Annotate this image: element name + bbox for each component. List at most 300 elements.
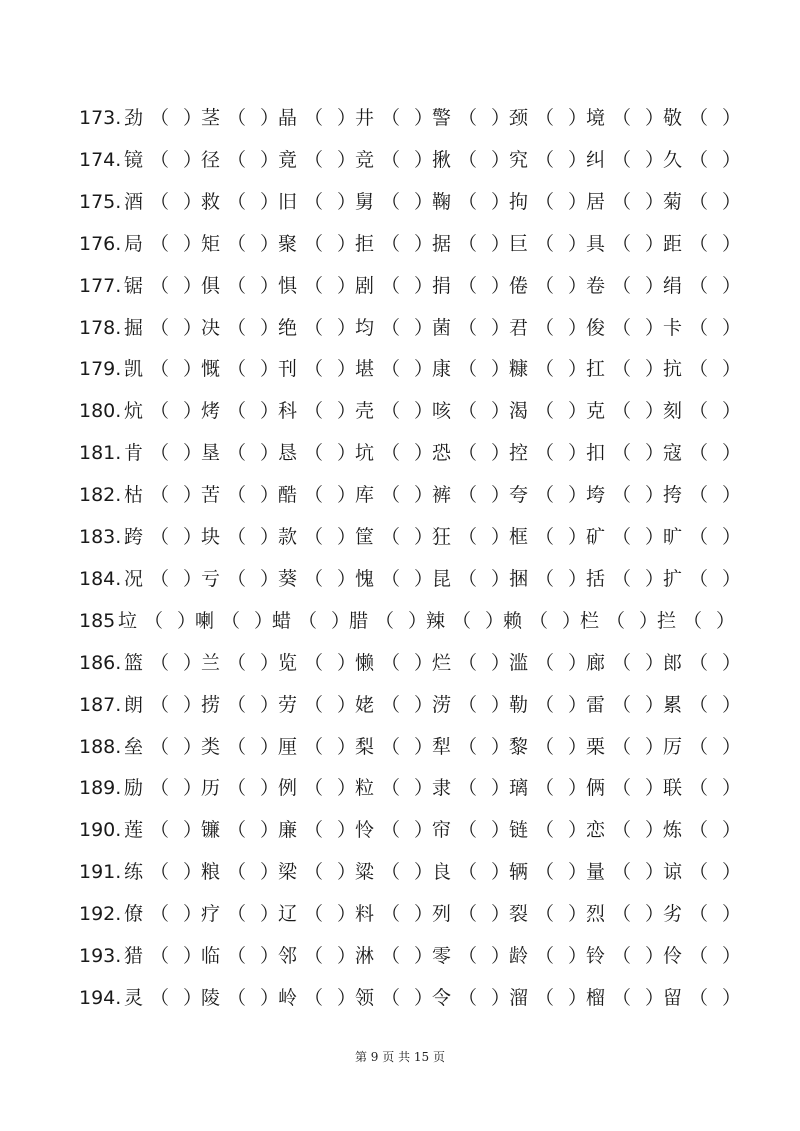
- paren-close: ）: [645, 274, 665, 297]
- paren-open: （: [612, 484, 632, 507]
- character: 鞠: [432, 190, 452, 213]
- character: 久: [663, 148, 683, 171]
- character: 巨: [509, 232, 529, 255]
- paren-open: （: [535, 567, 555, 590]
- paren-close: ）: [645, 735, 665, 758]
- paren-open: （: [535, 148, 555, 171]
- paren-close: ）: [260, 148, 280, 171]
- paren-close: ）: [414, 358, 434, 381]
- paren-open: （: [458, 526, 478, 548]
- paren-open: （: [689, 567, 709, 590]
- character: 烤: [201, 400, 221, 423]
- paren-close: ）: [645, 693, 665, 716]
- paren-close: ）: [491, 107, 511, 129]
- character: 烈: [586, 903, 606, 926]
- character: 狂: [432, 526, 452, 548]
- paren-close: ）: [568, 861, 588, 884]
- paren-open: （: [612, 735, 632, 758]
- paren-open: （: [612, 400, 632, 423]
- item-number: 192.: [79, 903, 122, 926]
- paren-close: ）: [722, 316, 742, 339]
- character: 亏: [201, 567, 221, 590]
- paren-close: ）: [337, 693, 357, 716]
- paren-close: ）: [337, 148, 357, 171]
- paren-close: ）: [722, 777, 742, 800]
- character: 况: [124, 567, 144, 590]
- paren-close: ）: [260, 986, 280, 1009]
- paren-open: （: [381, 693, 401, 716]
- character: 纠: [586, 148, 606, 171]
- paren-open: （: [227, 986, 247, 1009]
- exercise-row: [0, 980, 800, 1016]
- paren-open: （: [381, 819, 401, 842]
- paren-close: ）: [568, 819, 588, 842]
- character: 渴: [509, 400, 529, 423]
- character: 居: [586, 190, 606, 213]
- character: 旷: [663, 526, 683, 548]
- paren-close: ）: [260, 316, 280, 339]
- paren-close: ）: [183, 945, 203, 967]
- paren-open: （: [535, 358, 555, 381]
- exercise-row: [0, 310, 800, 346]
- paren-close: ）: [645, 442, 665, 465]
- paren-open: （: [689, 274, 709, 297]
- paren-open: （: [150, 735, 170, 758]
- paren-close: ）: [568, 735, 588, 758]
- character: 菌: [432, 316, 452, 339]
- paren-open: （: [689, 735, 709, 758]
- character: 刻: [663, 400, 683, 423]
- character: 卡: [663, 316, 683, 339]
- exercise-row: [0, 729, 800, 765]
- paren-open: （: [150, 945, 170, 967]
- character: 联: [663, 777, 683, 800]
- paren-close: ）: [722, 735, 742, 758]
- paren-close: ）: [722, 107, 742, 129]
- character: 廊: [586, 651, 606, 674]
- character: 雷: [586, 693, 606, 716]
- character: 栗: [586, 735, 606, 758]
- paren-open: （: [612, 190, 632, 213]
- paren-open: （: [612, 316, 632, 339]
- paren-close: ）: [260, 526, 280, 548]
- paren-close: ）: [645, 819, 665, 842]
- character: 裤: [432, 484, 452, 507]
- character: 敬: [663, 107, 683, 129]
- paren-open: （: [381, 777, 401, 800]
- paren-open: （: [612, 903, 632, 926]
- paren-open: （: [458, 567, 478, 590]
- paren-open: （: [612, 232, 632, 255]
- paren-close: ）: [645, 986, 665, 1009]
- paren-open: （: [227, 358, 247, 381]
- paren-close: ）: [716, 609, 736, 632]
- paren-close: ）: [260, 819, 280, 842]
- paren-open: （: [150, 903, 170, 926]
- paren-open: （: [227, 819, 247, 842]
- exercise-row: [0, 268, 800, 304]
- item-number: 193.: [79, 945, 122, 967]
- character: 警: [432, 107, 452, 129]
- paren-open: （: [150, 526, 170, 548]
- exercise-row: [0, 184, 800, 220]
- paren-open: （: [221, 609, 241, 632]
- paren-open: （: [150, 107, 170, 129]
- paren-open: （: [304, 651, 324, 674]
- paren-close: ）: [260, 190, 280, 213]
- character: 令: [432, 986, 452, 1009]
- paren-open: （: [689, 986, 709, 1009]
- character: 君: [509, 316, 529, 339]
- character: 篮: [124, 651, 144, 674]
- paren-close: ）: [414, 400, 434, 423]
- character: 拦: [657, 609, 677, 632]
- character: 类: [201, 735, 221, 758]
- paren-open: （: [612, 358, 632, 381]
- paren-open: （: [612, 567, 632, 590]
- paren-close: ）: [645, 148, 665, 171]
- item-number: 191.: [79, 861, 122, 884]
- paren-close: ）: [183, 358, 203, 381]
- character: 劣: [663, 903, 683, 926]
- character: 累: [663, 693, 683, 716]
- character: 陵: [201, 986, 221, 1009]
- paren-close: ）: [491, 190, 511, 213]
- paren-close: ）: [491, 945, 511, 967]
- paren-close: ）: [260, 107, 280, 129]
- paren-close: ）: [260, 274, 280, 297]
- paren-open: （: [150, 484, 170, 507]
- character: 控: [509, 442, 529, 465]
- paren-close: ）: [491, 651, 511, 674]
- item-number: 190.: [79, 819, 122, 842]
- paren-close: ）: [337, 777, 357, 800]
- paren-close: ）: [568, 777, 588, 800]
- footer-suffix: 页: [433, 1050, 446, 1064]
- paren-open: （: [535, 819, 555, 842]
- paren-close: ）: [414, 526, 434, 548]
- paren-close: ）: [183, 777, 203, 800]
- paren-close: ）: [337, 986, 357, 1009]
- character: 款: [278, 526, 298, 548]
- character: 卷: [586, 274, 606, 297]
- paren-open: （: [458, 400, 478, 423]
- character: 库: [355, 484, 375, 507]
- character: 恳: [278, 442, 298, 465]
- paren-open: （: [689, 190, 709, 213]
- paren-close: ）: [408, 609, 428, 632]
- paren-close: ）: [183, 567, 203, 590]
- paren-close: ）: [183, 400, 203, 423]
- paren-close: ）: [568, 107, 588, 129]
- character: 留: [663, 986, 683, 1009]
- paren-open: （: [227, 107, 247, 129]
- paren-close: ）: [254, 609, 274, 632]
- paren-close: ）: [568, 232, 588, 255]
- paren-close: ）: [568, 484, 588, 507]
- paren-close: ）: [722, 358, 742, 381]
- character: 具: [586, 232, 606, 255]
- character: 厉: [663, 735, 683, 758]
- character: 康: [432, 358, 452, 381]
- paren-close: ）: [260, 651, 280, 674]
- paren-open: （: [535, 442, 555, 465]
- character: 寇: [663, 442, 683, 465]
- paren-close: ）: [183, 651, 203, 674]
- paren-close: ）: [414, 484, 434, 507]
- paren-close: ）: [183, 442, 203, 465]
- paren-open: （: [458, 777, 478, 800]
- character: 黎: [509, 735, 529, 758]
- paren-open: （: [381, 945, 401, 967]
- paren-close: ）: [645, 777, 665, 800]
- paren-close: ）: [337, 358, 357, 381]
- character: 辣: [426, 609, 446, 632]
- paren-close: ）: [645, 107, 665, 129]
- paren-close: ）: [260, 442, 280, 465]
- paren-close: ）: [645, 651, 665, 674]
- paren-close: ）: [414, 232, 434, 255]
- paren-open: （: [535, 232, 555, 255]
- paren-open: （: [529, 609, 549, 632]
- paren-open: （: [227, 651, 247, 674]
- paren-close: ）: [414, 274, 434, 297]
- character: 姥: [355, 693, 375, 716]
- paren-open: （: [535, 274, 555, 297]
- character: 绝: [278, 316, 298, 339]
- paren-open: （: [535, 861, 555, 884]
- footer-prefix: 第: [354, 1050, 367, 1064]
- paren-open: （: [458, 442, 478, 465]
- paren-open: （: [689, 484, 709, 507]
- exercise-row: [0, 142, 800, 178]
- paren-open: （: [304, 232, 324, 255]
- paren-close: ）: [260, 735, 280, 758]
- item-number: 181.: [79, 442, 122, 465]
- paren-close: ）: [568, 526, 588, 548]
- character: 科: [278, 400, 298, 423]
- exercise-row: [0, 435, 800, 471]
- paren-open: （: [150, 316, 170, 339]
- character: 境: [586, 107, 606, 129]
- paren-close: ）: [337, 945, 357, 967]
- paren-open: （: [612, 442, 632, 465]
- paren-close: ）: [414, 986, 434, 1009]
- paren-close: ）: [568, 274, 588, 297]
- paren-close: ）: [491, 777, 511, 800]
- paren-open: （: [381, 107, 401, 129]
- paren-open: （: [612, 651, 632, 674]
- paren-close: ）: [485, 609, 505, 632]
- paren-close: ）: [260, 861, 280, 884]
- paren-close: ）: [491, 484, 511, 507]
- paren-open: （: [535, 903, 555, 926]
- paren-close: ）: [183, 693, 203, 716]
- character: 怜: [355, 819, 375, 842]
- character: 矿: [586, 526, 606, 548]
- paren-open: （: [535, 735, 555, 758]
- paren-close: ）: [722, 819, 742, 842]
- paren-open: （: [458, 274, 478, 297]
- paren-close: ）: [568, 567, 588, 590]
- paren-close: ）: [645, 400, 665, 423]
- paren-open: （: [458, 107, 478, 129]
- paren-close: ）: [645, 190, 665, 213]
- paren-open: （: [689, 903, 709, 926]
- paren-open: （: [612, 148, 632, 171]
- character: 龄: [509, 945, 529, 967]
- item-number: 180.: [79, 400, 122, 423]
- exercise-row: [0, 687, 800, 723]
- character: 晶: [278, 107, 298, 129]
- paren-close: ）: [414, 693, 434, 716]
- character: 料: [355, 903, 375, 926]
- paren-close: ）: [645, 316, 665, 339]
- paren-close: ）: [331, 609, 351, 632]
- paren-open: （: [689, 777, 709, 800]
- character: 堪: [355, 358, 375, 381]
- paren-close: ）: [183, 232, 203, 255]
- exercise-row: [0, 561, 800, 597]
- paren-open: （: [304, 693, 324, 716]
- character: 拘: [509, 190, 529, 213]
- paren-close: ）: [722, 986, 742, 1009]
- paren-open: （: [150, 358, 170, 381]
- paren-open: （: [689, 861, 709, 884]
- character: 粒: [355, 777, 375, 800]
- paren-open: （: [606, 609, 626, 632]
- paren-open: （: [227, 567, 247, 590]
- paren-close: ）: [414, 819, 434, 842]
- character: 拒: [355, 232, 375, 255]
- character: 厘: [278, 735, 298, 758]
- paren-close: ）: [491, 316, 511, 339]
- exercise-row: [0, 226, 800, 262]
- paren-open: （: [535, 484, 555, 507]
- character: 粱: [355, 861, 375, 884]
- paren-close: ）: [414, 567, 434, 590]
- character: 块: [201, 526, 221, 548]
- paren-open: （: [458, 316, 478, 339]
- character: 劲: [124, 107, 144, 129]
- paren-close: ）: [260, 232, 280, 255]
- character: 筐: [355, 526, 375, 548]
- paren-close: ）: [260, 903, 280, 926]
- character: 榴: [586, 986, 606, 1009]
- paren-close: ）: [645, 945, 665, 967]
- character: 挎: [663, 484, 683, 507]
- character: 领: [355, 986, 375, 1009]
- paren-open: （: [535, 651, 555, 674]
- paren-close: ）: [722, 274, 742, 297]
- character: 励: [124, 777, 144, 800]
- character: 朗: [124, 693, 144, 716]
- paren-close: ）: [337, 861, 357, 884]
- paren-close: ）: [414, 945, 434, 967]
- character: 扛: [586, 358, 606, 381]
- character: 例: [278, 777, 298, 800]
- character: 肯: [124, 442, 144, 465]
- paren-close: ）: [183, 861, 203, 884]
- paren-open: （: [304, 484, 324, 507]
- character: 淋: [355, 945, 375, 967]
- paren-close: ）: [568, 316, 588, 339]
- character: 兰: [201, 651, 221, 674]
- paren-close: ）: [183, 484, 203, 507]
- paren-open: （: [144, 609, 164, 632]
- paren-open: （: [458, 861, 478, 884]
- character: 郎: [663, 651, 683, 674]
- paren-close: ）: [645, 526, 665, 548]
- character: 均: [355, 316, 375, 339]
- character: 灵: [124, 986, 144, 1009]
- paren-open: （: [458, 232, 478, 255]
- paren-open: （: [150, 232, 170, 255]
- exercise-row: [0, 100, 800, 136]
- character: 栏: [580, 609, 600, 632]
- paren-open: （: [150, 777, 170, 800]
- paren-close: ）: [183, 903, 203, 926]
- character: 扩: [663, 567, 683, 590]
- paren-open: （: [150, 861, 170, 884]
- paren-open: （: [227, 735, 247, 758]
- paren-open: （: [227, 526, 247, 548]
- paren-open: （: [304, 442, 324, 465]
- character: 竞: [355, 148, 375, 171]
- paren-open: （: [689, 442, 709, 465]
- character: 框: [509, 526, 529, 548]
- character: 酷: [278, 484, 298, 507]
- character: 刊: [278, 358, 298, 381]
- paren-close: ）: [183, 819, 203, 842]
- character: 凯: [124, 358, 144, 381]
- character: 旧: [278, 190, 298, 213]
- paren-close: ）: [722, 232, 742, 255]
- exercise-row: [0, 477, 800, 513]
- paren-close: ）: [337, 190, 357, 213]
- character: 舅: [355, 190, 375, 213]
- paren-open: （: [381, 190, 401, 213]
- character: 距: [663, 232, 683, 255]
- paren-open: （: [304, 316, 324, 339]
- paren-open: （: [381, 274, 401, 297]
- character: 铃: [586, 945, 606, 967]
- character: 赖: [503, 609, 523, 632]
- character: 咳: [432, 400, 452, 423]
- paren-open: （: [612, 526, 632, 548]
- paren-close: ）: [337, 819, 357, 842]
- paren-close: ）: [491, 903, 511, 926]
- character: 炕: [124, 400, 144, 423]
- character: 粮: [201, 861, 221, 884]
- character: 懒: [355, 651, 375, 674]
- paren-open: （: [304, 945, 324, 967]
- character: 廉: [278, 819, 298, 842]
- paren-open: （: [689, 107, 709, 129]
- character: 莲: [124, 819, 144, 842]
- paren-open: （: [304, 400, 324, 423]
- paren-open: （: [612, 107, 632, 129]
- paren-open: （: [458, 903, 478, 926]
- character: 列: [432, 903, 452, 926]
- character: 苦: [201, 484, 221, 507]
- paren-close: ）: [722, 861, 742, 884]
- item-number: 187.: [79, 693, 122, 716]
- character: 抗: [663, 358, 683, 381]
- paren-close: ）: [645, 358, 665, 381]
- paren-close: ）: [183, 148, 203, 171]
- paren-close: ）: [568, 903, 588, 926]
